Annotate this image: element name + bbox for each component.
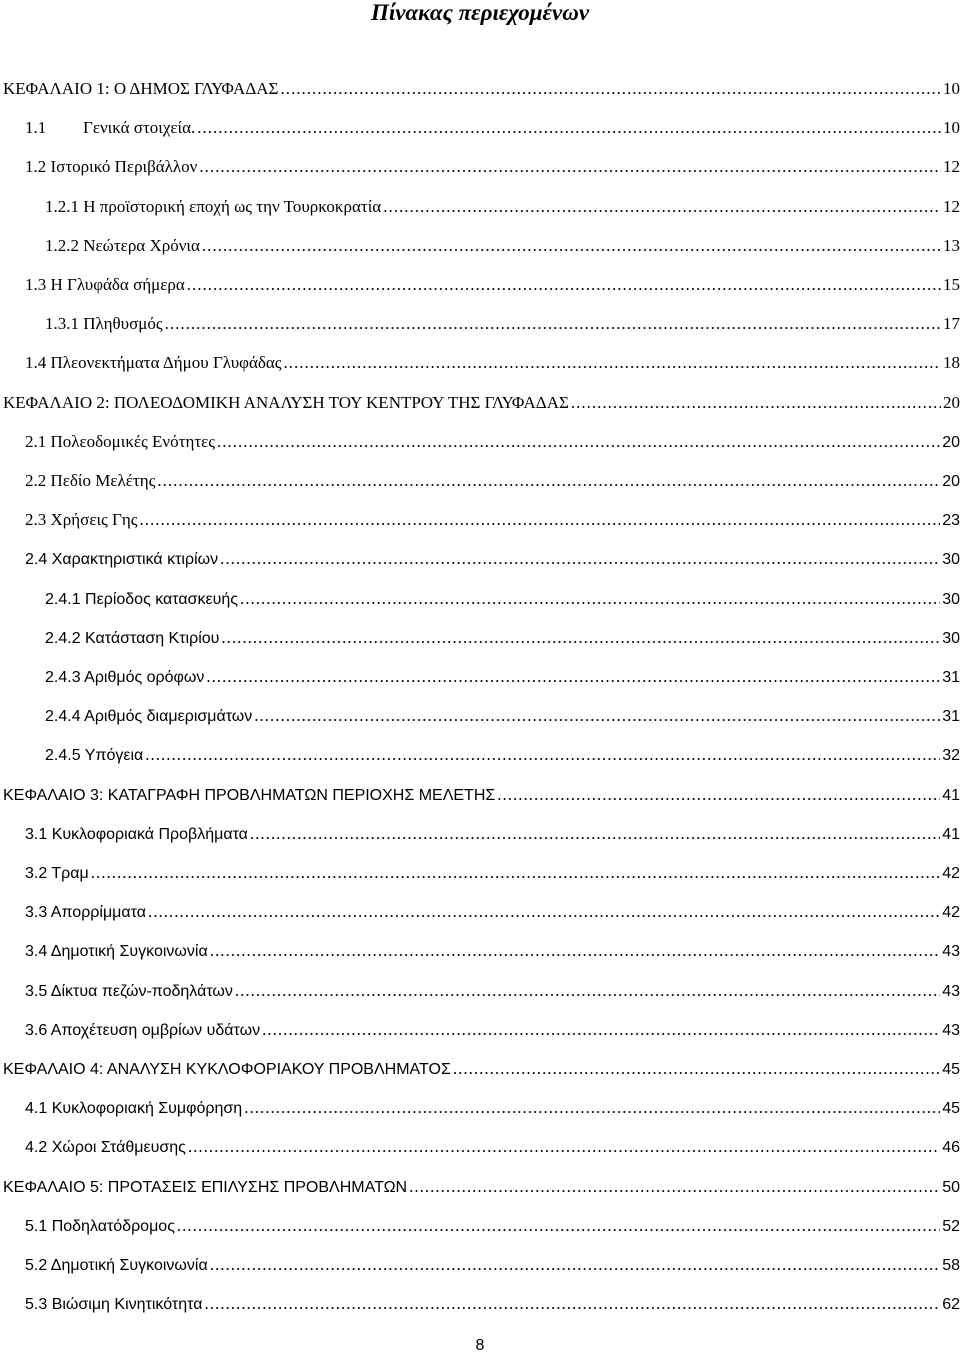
toc-dot-leader: [204, 1292, 940, 1316]
toc-dot-leader: [197, 116, 941, 140]
toc-entry[interactable]: [25, 861, 960, 885]
toc-entry-label: ΚΕΦΑΛΑΙΟ 1: Ο ΔΗΜΟΣ ΓΛΥΦΑΔΑΣ: [3, 79, 279, 98]
toc-entry-text: Γενικά στοιχεία.: [83, 118, 196, 138]
toc-entry-page: 18: [943, 353, 960, 373]
toc-entry-page: 50: [942, 1178, 960, 1196]
toc-entry-page: 31: [942, 669, 960, 686]
toc-entry[interactable]: [25, 273, 960, 297]
toc-entry[interactable]: [3, 783, 960, 807]
toc-entry-page: 23: [942, 512, 960, 530]
toc-entry[interactable]: [45, 195, 960, 219]
toc-entry[interactable]: [45, 234, 960, 258]
toc-entry-label: 3.3 Απορρίμματα: [25, 904, 146, 922]
toc-dot-leader: [262, 1018, 940, 1042]
toc-entry-label: 3.6 Αποχέτευση ομβρίων υδάτων: [25, 1021, 261, 1039]
toc-dot-leader: [199, 155, 941, 179]
toc-dot-leader: [497, 783, 940, 807]
toc-entry[interactable]: [3, 391, 960, 415]
toc-entry-label: 3.4 Δημοτική Συγκοινωνία: [25, 943, 208, 961]
toc-dot-leader: [571, 391, 941, 415]
toc-dot-leader: [244, 1096, 940, 1120]
toc-entry-page: 58: [942, 1257, 960, 1274]
toc-entry-label: 2.4 Χαρακτηριστικά κτιρίων: [25, 551, 219, 569]
toc-dot-leader: [145, 743, 940, 767]
toc-entry-page: 43: [942, 943, 960, 961]
toc-entry-label: 2.2 Πεδίο Μελέτης: [25, 471, 156, 490]
toc-entry-page: 52: [942, 1217, 960, 1235]
toc-entry[interactable]: [25, 547, 960, 571]
toc-dot-leader: [165, 312, 941, 336]
toc-entry-page: 41: [942, 825, 960, 843]
toc-entry-label: 5.3 Βιώσιμη Κινητικότητα: [25, 1296, 203, 1314]
toc-entry-number: 1.1: [25, 118, 47, 138]
toc-dot-leader: [221, 626, 940, 650]
toc-entry-label: ΚΕΦΑΛΑΙΟ 3: ΚΑΤΑΓΡΑΦΗ ΠΡΟΒΛΗΜΑΤΩΝ ΠΕΡΙΟΧΗΣ ΜΕΛΕΤΗΣ: [3, 786, 496, 804]
toc-dot-leader: [250, 822, 940, 846]
toc-entry-page: 46: [942, 1139, 960, 1157]
toc-entry-label: 2.3 Χρήσεις Γης: [25, 510, 138, 530]
toc-dot-leader: [177, 1214, 940, 1238]
toc-dot-leader: [210, 1253, 941, 1277]
toc-dot-leader: [187, 273, 941, 297]
toc-entry-page: 10: [943, 118, 960, 138]
toc-dot-leader: [188, 1135, 940, 1159]
toc-entry[interactable]: [25, 1096, 960, 1120]
toc-entry-page: 30: [942, 629, 960, 647]
toc-dot-leader: [217, 430, 940, 454]
page-title: Πίνακας περιεχομένων: [370, 0, 590, 25]
toc-entry-label: 5.2 Δημοτική Συγκοινωνία: [25, 1257, 208, 1274]
toc-entry[interactable]: [25, 155, 960, 179]
toc-entry[interactable]: [25, 939, 960, 963]
toc-entry-label: 3.1 Κυκλοφοριακά Προβλήματα: [25, 825, 248, 843]
toc-entry-page: 20: [943, 392, 960, 412]
toc-entry-page: 45: [942, 1061, 960, 1078]
toc-entry-label: 2.4.3 Αριθμός ορόφων: [45, 669, 205, 686]
toc-entry-label: 1.2.2 Νεώτερα Χρόνια: [45, 235, 200, 255]
toc-dot-leader: [148, 900, 940, 924]
toc-dot-leader: [202, 234, 941, 258]
toc-entry-label: 2.1 Πολεοδομικές Ενότητες: [25, 431, 216, 451]
toc-entry-label: 4.1 Κυκλοφοριακή Συμφόρηση: [25, 1100, 243, 1118]
toc-dot-leader: [383, 195, 941, 219]
toc-entry[interactable]: [25, 351, 960, 375]
toc-entry[interactable]: [25, 1292, 960, 1316]
toc-entry[interactable]: [45, 626, 960, 650]
toc-entry-page: 12: [943, 196, 960, 216]
toc-entry[interactable]: [25, 116, 960, 140]
toc-entry-page: 15: [943, 275, 960, 294]
toc-entry-page: 42: [942, 865, 960, 882]
toc-entry-page: 20: [942, 473, 960, 490]
toc-entry-label: [25, 116, 195, 140]
toc-entry[interactable]: [25, 1214, 960, 1238]
toc-entry[interactable]: [3, 1175, 960, 1199]
toc-entry[interactable]: [45, 587, 960, 611]
toc-entry[interactable]: [25, 1018, 960, 1042]
toc-entry[interactable]: [45, 743, 960, 767]
toc-entry[interactable]: [45, 312, 960, 336]
toc-entry[interactable]: [3, 1057, 960, 1081]
toc-entry-page: 13: [943, 235, 960, 255]
toc-dot-leader: [139, 508, 940, 532]
toc-dot-leader: [254, 704, 940, 728]
toc-entry[interactable]: [25, 979, 960, 1003]
toc-entry-label: ΚΕΦΑΛΑΙΟ 5: ΠΡΟΤΑΣΕΙΣ ΕΠΙΛΥΣΗΣ ΠΡΟΒΛΗΜΑΤΩΝ: [3, 1178, 408, 1196]
toc-dot-leader: [240, 587, 940, 611]
toc-entry-label: 4.2 Χώροι Στάθμευσης: [25, 1139, 186, 1157]
toc-dot-leader: [284, 351, 942, 375]
toc-dot-leader: [453, 1057, 940, 1081]
toc-entry-page: 43: [942, 1021, 960, 1039]
toc-entry[interactable]: [45, 665, 960, 689]
toc-dot-leader: [409, 1175, 940, 1199]
toc-entry-label: 1.2.1 Η προϊστορική εποχή ως την Τουρκοκρατία: [45, 196, 382, 216]
toc-entry[interactable]: [25, 1253, 960, 1277]
toc-entry-label: 2.4.2 Κατάσταση Κτιρίου: [45, 629, 220, 647]
toc-entry-page: 30: [942, 590, 960, 608]
toc-entry-label: 2.4.4 Αριθμός διαμερισμάτων: [45, 708, 253, 726]
toc-entry-page: 31: [942, 708, 960, 726]
toc-entry-label: 2.4.1 Περίοδος κατασκευής: [45, 590, 238, 608]
toc-entry[interactable]: [25, 900, 960, 924]
toc-entry-label: 3.2 Τραμ: [25, 865, 89, 882]
toc-dot-leader: [91, 861, 940, 885]
toc-entry-page: 45: [942, 1100, 960, 1118]
toc-entry-label: 3.5 Δίκτυα πεζών-ποδηλάτων: [25, 982, 233, 1000]
toc-entry-page: 41: [942, 786, 960, 804]
page-number: 8: [475, 1337, 485, 1354]
toc-entry-page: 43: [942, 982, 960, 1000]
toc-dot-leader: [206, 665, 940, 689]
toc-entry-label: 5.1 Ποδηλατόδρομος: [25, 1217, 175, 1235]
toc-entry-label: 2.4.5 Υπόγεια: [45, 747, 144, 765]
toc-entry-label: 1.3 Η Γλυφάδα σήμερα: [25, 275, 185, 294]
toc-entry-page: 62: [942, 1296, 960, 1314]
toc-entry[interactable]: [25, 508, 960, 532]
toc-dot-leader: [157, 469, 940, 493]
toc-entry-page: 32: [942, 747, 960, 765]
toc-entry[interactable]: [25, 1135, 960, 1159]
toc-entry-label: ΚΕΦΑΛΑΙΟ 4: ΑΝΑΛΥΣΗ ΚΥΚΛΟΦΟΡΙΑΚΟΥ ΠΡΟΒΛΗΜΑΤΟΣ: [3, 1061, 451, 1078]
toc-entry-page: 42: [942, 904, 960, 922]
toc-entry-label: 1.2 Ιστορικό Περιβάλλον: [25, 157, 198, 177]
toc-entry[interactable]: [25, 469, 960, 493]
toc-entry-label: 1.4 Πλεονεκτήματα Δήμου Γλυφάδας: [25, 353, 282, 373]
toc-entry-page: 10: [943, 79, 960, 98]
toc-entry-page: 17: [943, 314, 960, 334]
toc-entry[interactable]: [45, 704, 960, 728]
toc-entry[interactable]: [3, 77, 960, 101]
toc-dot-leader: [235, 979, 940, 1003]
toc-entry[interactable]: [25, 430, 960, 454]
toc-entry-page: 12: [943, 157, 960, 177]
toc-dot-leader: [220, 547, 940, 571]
toc-entry-label: ΚΕΦΑΛΑΙΟ 2: ΠΟΛΕΟΔΟΜΙΚΗ ΑΝΑΛΥΣΗ ΤΟΥ ΚΕΝΤΡΟΥ ΤΗΣ ΓΛΥΦΑΔΑΣ: [3, 392, 569, 412]
toc-entry[interactable]: [25, 822, 960, 846]
toc-dot-leader: [210, 939, 941, 963]
toc-entry-page: 30: [942, 551, 960, 569]
toc-dot-leader: [280, 77, 941, 101]
toc-entry-label: 1.3.1 Πληθυσμός: [45, 314, 163, 334]
toc-entry-page: 20: [942, 433, 960, 451]
